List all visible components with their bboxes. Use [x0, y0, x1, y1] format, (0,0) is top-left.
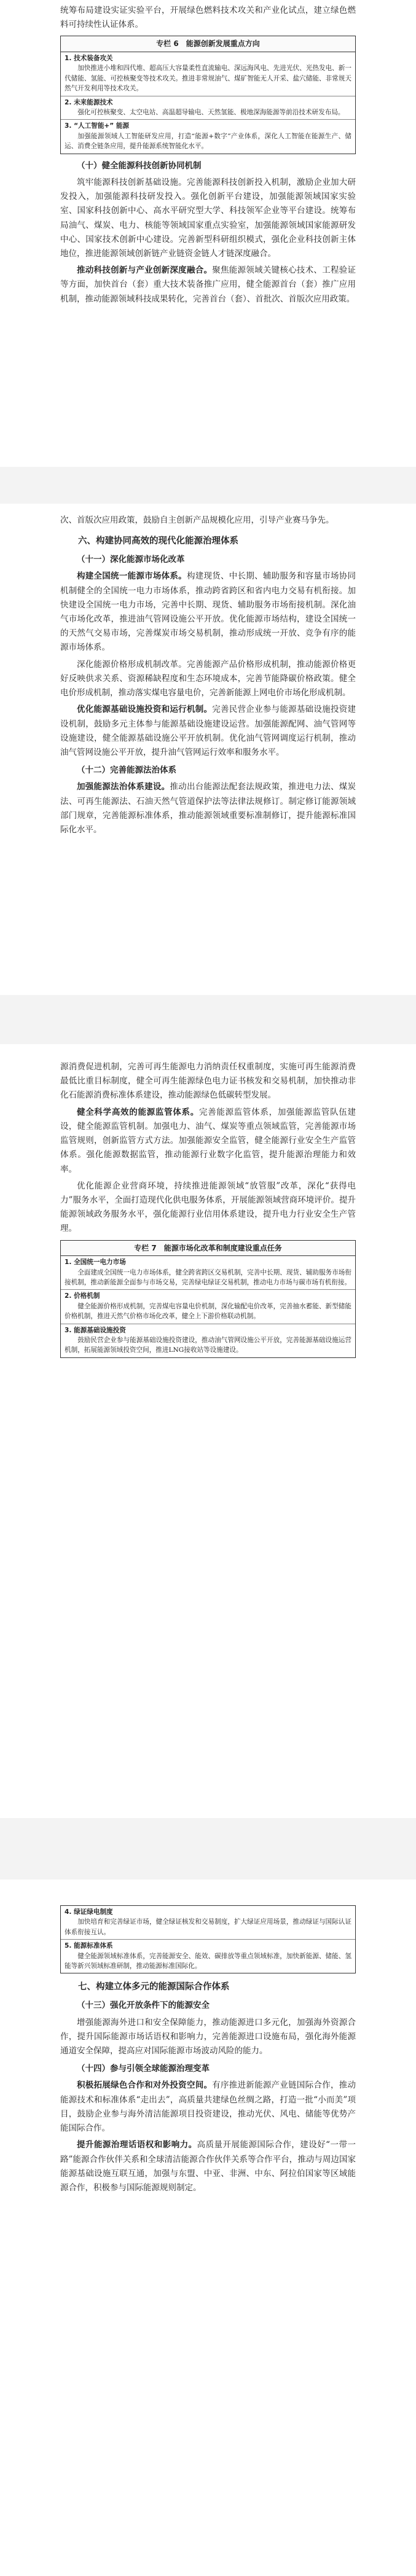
- box-section-title: 4. 绿证绿电制度: [65, 1908, 113, 1916]
- paragraph: 源消费促进机制，完善可再生能源电力消纳责任权重制度，实施可再生能源消费最低比重目标制度，健全可再生能源绿色电力证书核发和交易机制，加快推动非化石能源消费标准体系建设，推动能源绿色低碳转型发展。: [60, 1062, 356, 1101]
- box-section: [61, 1940, 355, 1973]
- sidebar-box-6: [60, 36, 356, 154]
- subsection-heading: （十三）强化开放条件下的能源安全: [77, 2000, 210, 2011]
- box-section-title: 5. 能源标准体系: [65, 1942, 113, 1950]
- box-section-body: 加快培育和完善绿证市场，健全绿证核发和交易制度，扩大绿证应用场景，推动绿证与国际认证体系衔接互认。: [65, 1918, 351, 1936]
- paragraph: 优化能源企业营商环境，持续推进能源领域“放管服”改革，深化“获得电力”服务水平，全面打造现代化供电服务体系，开展能源领域营商环境评价。提升能源领域政务服务水平，强化能源行业信用体系建设，提升电力行业安全生产管理。: [60, 1181, 356, 1234]
- box-section: [61, 52, 355, 96]
- box-section-title: 2. 价格机制: [65, 1292, 100, 1300]
- box-section-body: 全面建成全国统一电力市场体系，健全跨省跨区交易机制，完善中长期、现货、辅助服务市场衔接机制，推动新能源全面参与市场交易，完善绿电绿证交易机制，推动电力市场与碳市场有机衔接。: [65, 1268, 351, 1287]
- paragraph-lead: 构建全国统一能源市场体系。: [77, 571, 187, 582]
- paragraph-lead: 健全科学高效的能源监管体系。: [77, 1107, 199, 1117]
- subsection-heading: （十）健全能源科技创新协同机制: [77, 160, 202, 171]
- box-section-title: 2. 未来能源技术: [65, 98, 113, 106]
- paragraph: 筑牢能源科技创新基础设施。完善能源科技创新投入机制，激励企业加大研发投入，加强能源科技研发投入。强化创新平台建设，加强能源领域国家实验室、国家科技创新中心、高水平研究型大学、科技领军企业等平台建设。统筹布局油气、煤炭、电力、核能等领域国家重点实验室，加强能源领域国家能源研发中心、国家技术创新中心建设。完善新型科研组织模式，强化企业科技创新主体地位，推进能源领域创新链产业链资金链人才链深度融合。: [60, 177, 356, 259]
- paragraph: [60, 780, 356, 837]
- paragraph-lead: 优化能源基础设施投资和运行机制。: [77, 704, 213, 715]
- paragraph: [60, 1106, 356, 1177]
- box-section: [61, 1906, 355, 1940]
- subsection-heading: （十一）深化能源市场化改革: [77, 555, 185, 565]
- box-section-title: 3. 能源基础设施投资: [65, 1326, 126, 1334]
- paragraph: [60, 703, 356, 760]
- paragraph-body: 构建现货、中长期、辅助服务和容量市场协同机制健全的全国统一电力市场体系，推动跨省跨区和省内电力交易有机衔接。加快建设全国统一电力市场，完善中长期、现货、辅助服务市场衔接机制。深化油气市场化改革，推进油气管网设施公平开放。优化能源市场结构，建设全国统一的天然气交易市场，完善煤炭市场交易机制，推动形成统一开放、竞争有序的能源市场体系。: [60, 571, 356, 653]
- box-section-body: 强化可控核聚变、太空电站、高温超导输电、天然氢能、极地深海能源等前沿技术研发布局。: [77, 109, 345, 117]
- box-section: [61, 1290, 355, 1324]
- box-section: [61, 96, 355, 120]
- box-section: [61, 1324, 355, 1357]
- section-heading: 七、构建立体多元的能源国际合作体系: [78, 1981, 230, 1992]
- subsection-heading: （十二）完善能源法治体系: [77, 765, 176, 776]
- paragraph: 统筹布局建设实证实验平台，开展绿色燃料技术攻关和产业化试点，建立绿色燃料可持续性认证体系。: [60, 6, 356, 30]
- paragraph-body: 完善能源监管体系，加强能源监管队伍建设，健全能源监管机制。加强电力、油气、煤炭等重点领域监管，完善能源市场监管规则，创新监管方式方法。加强能源安全监管，健全能源行业安全生产监管体系。强化能源数据监管，推动能源行业数字化监管，提升能源治理能力和效率。: [60, 1107, 356, 1174]
- box-section-title: 1. 技术装备攻关: [65, 55, 113, 63]
- sidebar-box-7-continued: [60, 1905, 356, 1973]
- paragraph-body: 完善民营企业参与能源基础设施投资建设机制，鼓励多元主体参与能源基础设施建设运营。加强能源配网、油气管网等设施建设，健全能源基础设施公平开放机制。优化油气管网调度运行机制，推动油气管网设施公平开放，提升油气管网运行效率和服务水平。: [60, 704, 356, 757]
- box-section-body: 加强能源领域人工智能研发应用，打造“能源+数字”产业体系，深化人工智能在能源生产、储运、消费全链条应用，提升能源系统智能化水平。: [65, 132, 351, 150]
- page-2: [0, 510, 416, 989]
- box-section-body: 加快推进小堆和四代堆、超高压大容量柔性直流输电、深远海风电、先进光伏、光热发电、新一代储能、氢能、可控核聚变等技术攻关。推进非常规油气、煤矿智能无人开采、盐穴储能、非常规天然气开发利用等技术攻关。: [65, 64, 351, 93]
- paragraph: [60, 263, 356, 306]
- box-section: [61, 120, 355, 153]
- box-section-title: 1. 全国统一电力市场: [65, 1259, 126, 1267]
- paragraph-body: 高质量开展能源国际合作，建设好“一带一路”能源合作伙伴关系和全球清洁能源合作伙伴关系等合作平台，推动与周边国家能源基础设施互联互通，加强与东盟、中亚、非洲、中东、阿拉伯国家等区域能源合作，积极参与国际能源规则制定。: [60, 2140, 356, 2193]
- paragraph: 次、首版次应用政策，鼓励自主创新产品规模化应用，引导产业赛马争先。: [60, 515, 334, 525]
- subsection-heading: （十四）参与引领全球能源治理变革: [77, 2064, 210, 2074]
- box-section-body: 健全能源领域标准体系，完善能源安全、能效、碳排放等重点领域标准，加快新能源、储能、氢能等新兴领域标准研制，推动能源标准国际化。: [65, 1952, 351, 1970]
- page-4: [0, 1898, 416, 2574]
- sidebar-box-7: [60, 1240, 356, 1358]
- page-1: [0, 0, 416, 446]
- paragraph-body: 有序推进新能源产业链国际合作，推动能源技术和标准体系“走出去”，高质量共建绿色丝绸之路，打造一批“小而美”项目，鼓励企业参与海外清洁能源项目投资建设，推动光伏、风电、储能等优势产能国际合作。: [60, 2080, 356, 2134]
- section-heading: 六、构建协同高效的现代化能源治理体系: [78, 536, 238, 547]
- paragraph-lead: 积极拓展绿色合作和对外投资空间。: [77, 2080, 213, 2091]
- paragraph: [60, 569, 356, 655]
- page-gap: [0, 1818, 416, 1879]
- paragraph-lead: 加强能源法治体系建设。: [77, 782, 170, 792]
- paragraph-lead: 推动科技创新与产业创新深度融合。: [77, 265, 213, 276]
- page-gap: [0, 467, 416, 504]
- paragraph: 深化能源价格形成机制改革。完善能源产品价格形成机制，推动能源价格更好反映供求关系、资源稀缺程度和生态环境成本，完善节能降碳价格政策。健全电价形成机制，推动落实煤电容量电价，完善新能源上网电价市场化形成机制。: [60, 659, 356, 698]
- page-gap: [0, 995, 416, 1044]
- paragraph-body: 推动出台能源法配套法规政策，推进电力法、煤炭法、可再生能源法、石油天然气管道保护法等法律法规修订。制定修订能源领域部门规章，完善能源标准体系，推动能源领域重要标准制修订，提升能源标准国际化水平。: [60, 782, 356, 835]
- box-section-body: 健全能源价格形成机制，完善煤电容量电价机制，深化输配电价改革，完善抽水蓄能、新型储能价格机制，推进天然气价格市场化改革，健全上下游价格联动机制。: [65, 1302, 351, 1321]
- paragraph-lead: 提升能源治理话语权和影响力。: [77, 2140, 197, 2150]
- paragraph: [60, 2138, 356, 2195]
- box-section: [61, 1256, 355, 1290]
- box-title: 专栏 7 能源市场化改革和制度建设重点任务: [61, 1241, 355, 1257]
- box-section-body: 鼓励民营企业参与能源基础设施投资建设，推动油气管网设施公平开放，完善能源基础设施运营机制，拓展能源领域投资空间，推进LNG接收站等设施建设。: [65, 1337, 351, 1354]
- paragraph: [60, 2078, 356, 2136]
- page-3: [0, 1056, 416, 1793]
- paragraph: 增强能源海外进口和安全保障能力，推动能源进口多元化，加强海外资源合作，提升国际能源市场话语权和影响力，完善能源进口设施布局，强化海外能源通道安全保障，提高应对国际能源市场波动风险的能力。: [60, 2017, 356, 2056]
- paragraph-body: 聚焦能源领域关键核心技术、工程验证等方面，加快首台（套）重大技术装备推广应用，健全能源首台（套）推广应用机制，推动能源领域科技成果转化，完善首台（套）、首批次、首版次应用政策。: [60, 265, 356, 304]
- box-section-title: 3. “人工智能+” 能源: [65, 122, 130, 130]
- box-title: 专栏 6 能源创新发展重点方向: [61, 36, 355, 52]
